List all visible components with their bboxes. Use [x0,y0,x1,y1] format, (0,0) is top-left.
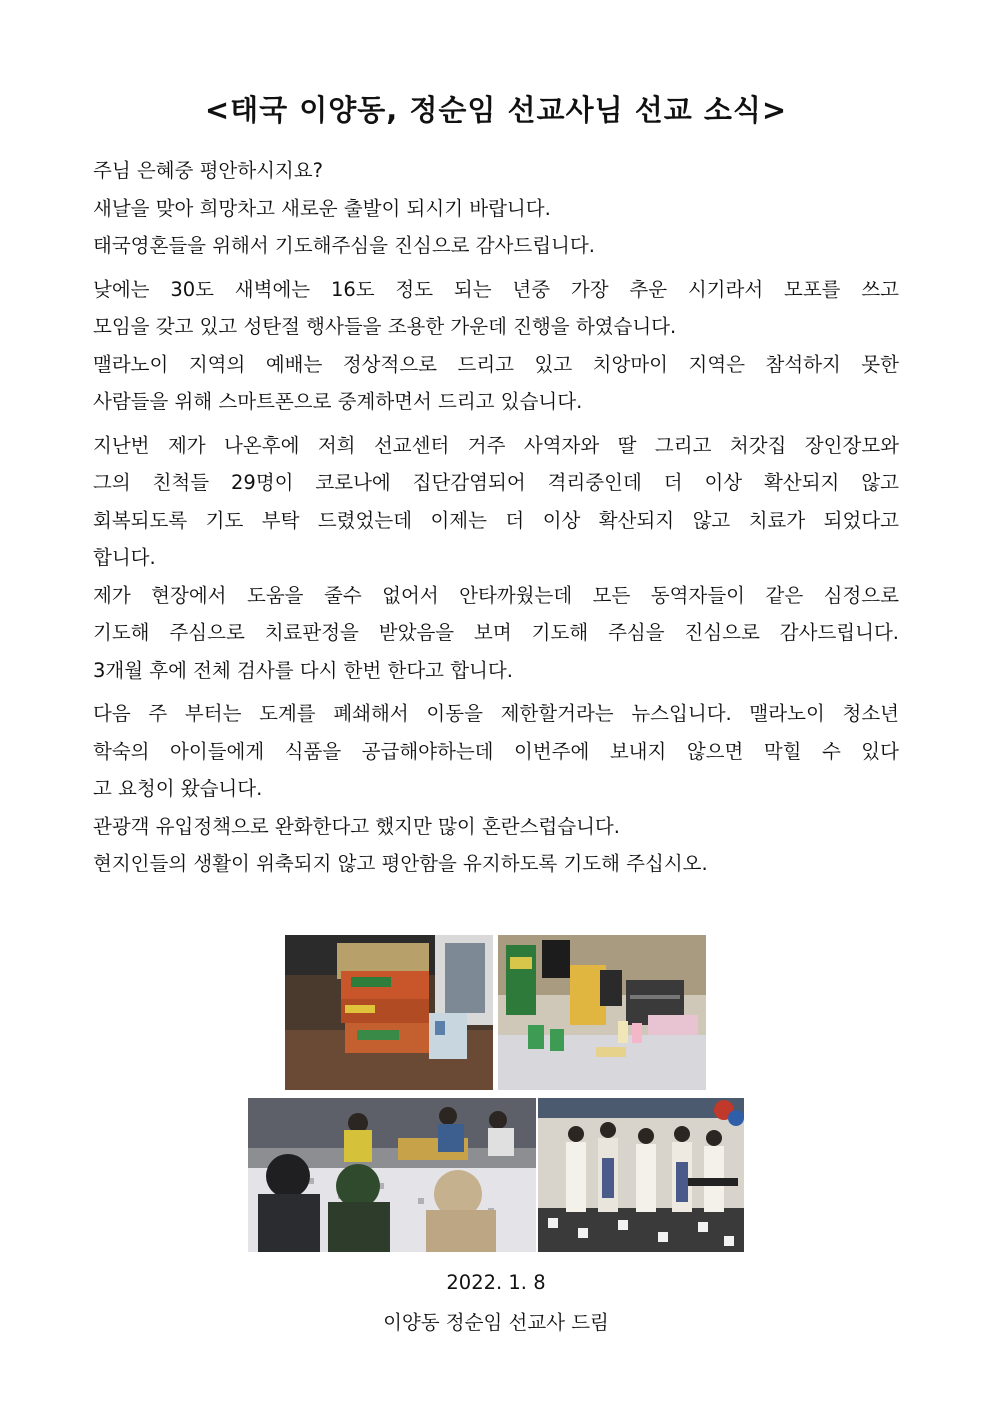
text-line: 제가 현장에서 도움을 줄수 없어서 안타까웠는데 모든 동역자들이 같은 심정으로 [93,583,899,607]
page-title: <태국 이양동, 정순임 선교사님 선교 소식> [204,93,788,127]
text-line: 학숙의 아이들에게 식품을 공급해야하는데 이번주에 보내지 않으면 막힐 수 있다 [93,739,899,763]
paragraph-covid [93,427,899,690]
text-line: 3개월 후에 전체 검사를 다시 한번 한다고 합니다. [93,658,513,682]
photo-christmas-performance [538,1098,744,1252]
text-line: 합니다. [93,546,156,569]
paragraph-greeting [93,152,899,265]
paragraph-weather [93,271,899,421]
text-line: 관광객 유입정책으로 완화한다고 했지만 많이 혼란스럽습니다. [93,814,620,838]
text-line: 그의 친척들 29명이 코로나에 집단감염되어 격리중인데 더 이상 확산되지 않고 [93,471,899,494]
letter-date: 2022. 1. 8 [446,1271,546,1294]
photo-supplies [498,935,706,1090]
text-line: 다음 주 부터는 도계를 폐쇄해서 이동을 제한할거라는 뉴스입니다. 맬라노이 청소년 [93,702,899,725]
text-line: 회복되도록 기도 부탁 드렸었는데 이제는 더 이상 확산되지 않고 치료가 되었다고 [93,508,899,532]
text-line: 태국영혼들을 위해서 기도해주심을 진심으로 감사드립니다. [93,234,595,257]
letter-signature: 이양동 정순임 선교사 드림 [383,1311,609,1334]
text-line: 고 요청이 왔습니다. [93,777,263,800]
text-line: 지난번 제가 나온후에 저희 선교센터 거주 사역자와 딸 그리고 처갓집 장인장모와 [93,433,899,457]
text-line: 새날을 맞아 희망차고 새로운 출발이 되시기 바랍니다. [93,196,551,220]
paragraph-news [93,695,899,883]
text-line: 기도해 주심으로 치료판정을 받았음을 보며 기도해 주심을 진심으로 감사드립니다. [93,621,899,644]
text-line: 사람들을 위해 스마트폰으로 중계하면서 드리고 있습니다. [93,390,583,413]
photo-food-boxes [285,935,493,1090]
letter-body [93,152,899,883]
text-line: 낮에는 30도 새벽에는 16도 정도 되는 년중 가장 추운 시기라서 모포를 쓰고 [93,277,899,301]
text-line: 주님 은혜중 평안하시지요? [93,159,323,182]
text-line: 맬라노이 지역의 예배는 정상적으로 드리고 있고 치앙마이 지역은 참석하지 못한 [93,352,899,376]
text-line: 현지인들의 생활이 위축되지 않고 평안함을 유지하도록 기도해 주십시오. [93,852,708,875]
text-line: 모임을 갖고 있고 성탄절 행사들을 조용한 가운데 진행을 하였습니다. [93,315,677,338]
photo-youth-gathering [248,1098,536,1252]
